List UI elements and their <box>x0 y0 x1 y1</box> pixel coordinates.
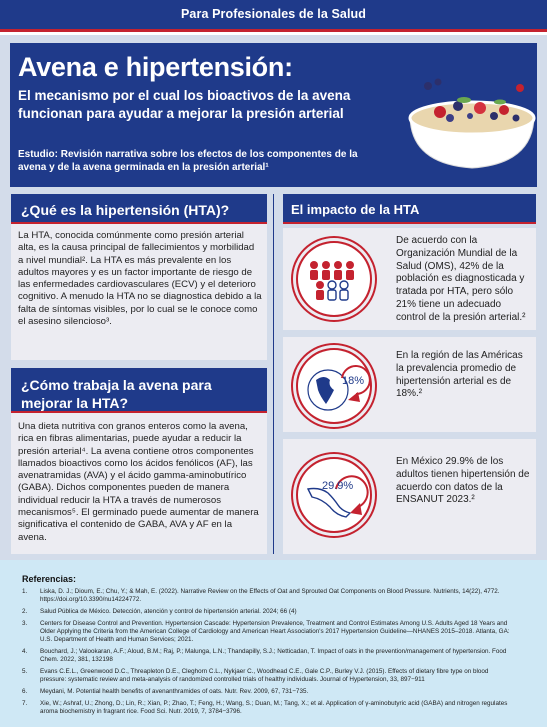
reference-number: 5. <box>22 668 28 675</box>
what-is-heading: ¿Qué es la hipertensión (HTA)? <box>11 194 267 224</box>
reference-item <box>16 620 531 644</box>
impact-text-americas: En la región de las Américas la prevalencia promedio de hipertensión arterial es de 18%.² <box>396 350 523 400</box>
impact-item-americas <box>283 337 536 432</box>
impact-text-who: De acuerdo con la Organización Mundial de la Salud (OMS), 42% de la población es diagnosticada y tratada por HTA, pero sólo 21% tiene un adecuado control de la presión arterial.² <box>396 235 526 323</box>
mexico-badge: 29.9% <box>322 480 354 492</box>
reference-text: Liska, D. J.; Dioum, E.; Chu, Y.; & Mah, E. (2022). Narrative Review on the Effects of Oat and Sprouted Oat Components on Blood Pressure. Nutrients, 14(22), 4772. https://doi.org/10.3390/nu14224772. <box>40 588 500 603</box>
reference-number: 1. <box>22 588 28 595</box>
americas-badge: 18% <box>342 375 365 387</box>
how-works-heading: ¿Cómo trabaja la avena para mejorar la HTA? <box>11 368 267 413</box>
reference-item <box>16 648 531 664</box>
impact-item-who <box>283 228 536 330</box>
reference-number: 2. <box>22 608 28 615</box>
oatmeal-bowl-image <box>400 78 546 174</box>
reference-number: 3. <box>22 620 28 627</box>
reference-text: Centers for Disease Control and Prevention. Hypertension Cascade: Hypertension Prevalence, Treatment and Control Estimates Among U.S. Adults Aged 18 Years and Older Applying the Criteria from the American College of Cardiology and American Heart Association's 2017 Hypertension Guideline—NHANES 2015–2018. Atlanta, GA: U.S. Department of Health and Human Services; 2021. <box>40 620 510 643</box>
americas-globe-icon <box>293 345 375 427</box>
reference-text: Xie, W.; Ashraf, U.; Zhong, D.; Lin, R.; Xian, P.; Zhao, T.; Feng, H.; Wang, S.; Duan, M.; Tang, X.; et al. Application of γ-aminobutyric acid (GABA) and nitrogen regulates aroma biochemistry in fragrant rice. Food Sci. Nutr. 2019, 7, 3784−3796. <box>40 700 508 715</box>
reference-item <box>16 688 531 696</box>
impact-text-mexico: En México 29.9% de los adultos tienen hipertensión de acuerdo con datos de la ENSANUT 2023.² <box>396 456 530 506</box>
impact-item-mexico <box>283 439 536 554</box>
people-icon <box>293 238 375 320</box>
what-is-body: La HTA, conocida comúnmente como presión arterial alta, es la causa principal de fallecimientos y morbilidad a nivel mundial². La HTA es más prevalente en los adultos mayores y es un factor importante de riesgo de las enfermedades cardiovasculares (ECV) y el deterioro cognitivo. A menudo la HTA no se diagnostica debido a la falta de síntomas visibles, por lo cual se le conoce como el asesino silencioso³. <box>18 230 262 328</box>
study-note: Estudio: Revisión narrativa sobre los efectos de los componentes de la avena y de la avena germinada en la presión arterial¹ <box>18 149 358 173</box>
column-divider <box>273 194 274 554</box>
reference-number: 7. <box>22 700 28 707</box>
reference-item <box>16 700 531 716</box>
top-banner <box>0 0 547 32</box>
how-works-body: Una dieta nutritiva con granos enteros como la avena, rica en fibras alimentarias, puede ayudar a reducir la presión arterial⁴. La avena contiene otros componentes llamados bioactivos como los ácidos fenólicos (AF), las avenatramidas (AVA) y el ácido gamma-aminobutírico (GABA). Dichos componentes pueden de manera individual reducir la HTA a través de numerosos mecanismos⁵. El germinado puede aumentar de manera significativa el contenido de GABA, AVA y AF en la avena. <box>18 421 259 543</box>
reference-number: 6. <box>22 688 28 695</box>
page-subtitle: El mecanismo por el cual los bioactivos de la avena funcionan para ayudar a mejorar la presión arterial <box>18 88 351 121</box>
reference-text: Evans C.E.L., Greenwood D.C., Threapleton D.E., Cleghorn C.L., Nykjaer C., Woodhead C.E., Gale C.P., Burley V.J. (2015). Effects of dietary fibre type on blood pressure: systematic review and meta-analysis of randomized controlled trials of healthy individuals. Journal of Hypertension, 33, 897−911 <box>40 668 489 683</box>
impact-heading: El impacto de la HTA <box>283 194 536 224</box>
page-title: Avena e hipertensión: <box>18 52 293 82</box>
reference-text: Meydani, M. Potential health benefits of avenanthramides of oats. Nutr. Rev. 2009, 67, 731−735. <box>40 688 309 695</box>
reference-text: Salud Pública de México. Detección, atención y control de hipertensión arterial. 2024; 66 (4) <box>40 608 297 615</box>
reference-item <box>16 588 531 604</box>
reference-text: Bouchard, J.; Valookaran, A.F.; Aloud, B.M.; Raj, P.; Malunga, L.N.; Thandapilly, S.J.; Netticadan, T. Impact of oats in the prevention/management of hypertension. Food Chem. 2022, 381, 132198 <box>40 648 507 663</box>
references-title: Referencias: <box>22 574 77 584</box>
references-section <box>0 560 547 727</box>
reference-item <box>16 608 531 616</box>
mexico-map-icon <box>293 454 375 536</box>
banner-text: Para Profesionales de la Salud <box>180 7 367 21</box>
reference-item <box>16 668 531 684</box>
reference-number: 4. <box>22 648 28 655</box>
